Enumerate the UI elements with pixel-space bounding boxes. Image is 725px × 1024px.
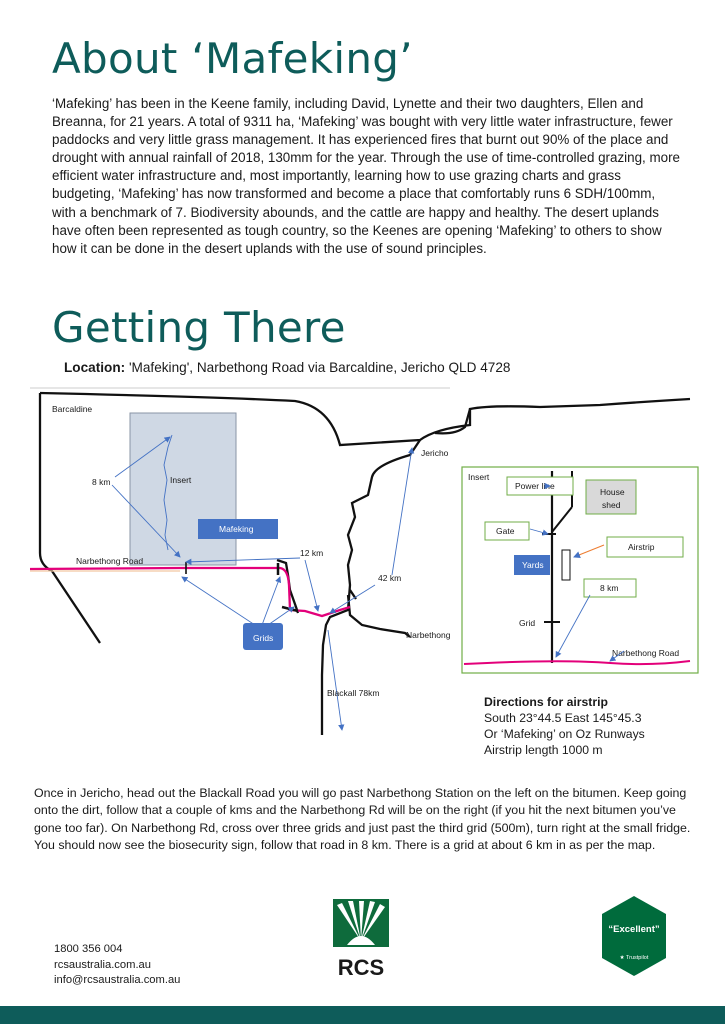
gate-label: Gate [496,526,515,536]
contact-phone[interactable]: 1800 356 004 [54,943,123,955]
narbethong-road-label: Narbethong Road [76,556,144,566]
trustpilot-excellent: “Excellent” [608,924,660,935]
yards-label: Yards [522,560,544,570]
grid-label: Grid [519,618,536,628]
driving-directions: Once in Jericho, head out the Blackall Road you will go past Narbethong Station on the left on the bitumen. Keep going onto the dirt, follow that a couple of kms and the Narbethong Rd will be on the right (if you hit the next bitumen you’ve gone too far). On Narbethong Rd, cross over three grids and just past the third grid (500m), turn right at the small fridge. You should now see the biosecurity sign, follow that road in 8 km. There is a grid at about 6 km in as per the map. [34,786,691,852]
mafeking-label: Mafeking [219,524,254,534]
inset-insert-label: Insert [468,472,490,482]
blackall-label: Blackall 78km [327,688,380,698]
twelve-km-label: 12 km [300,548,324,558]
map-figure [0,385,725,745]
contact-block [54,942,180,989]
location-label: Location: [64,360,126,375]
inset-eight-km-label: 8 km [600,583,619,593]
airstrip-oz-runways: Or ‘Mafeking’ on Oz Runways [484,727,645,741]
getting-there-title: Getting There [52,303,346,352]
narbethong-label: Narbethong [406,630,451,640]
airstrip-label: Airstrip [628,542,655,552]
barcaldine-label: Barcaldine [52,404,93,414]
insert-area [130,413,236,565]
rcs-logo-text: RCS [337,955,385,979]
airstrip-length: Airstrip length 1000 m [484,743,603,757]
airstrip-title: Directions for airstrip [484,695,608,709]
footer-bar [0,1006,725,1024]
trustpilot-brand: ★ Trustpilot [619,955,649,961]
trustpilot-badge [598,894,670,978]
airstrip-directions [484,694,645,758]
forty-two-km-label: 42 km [378,573,402,583]
power-line-label: Power line [515,481,555,491]
location-line [64,360,510,375]
house-shed-label: House shed [600,487,625,510]
insert-label: Insert [170,475,192,485]
location-value: 'Mafeking', Narbethong Road via Barcaldine, Jericho QLD 4728 [125,360,511,375]
contact-email[interactable]: info@rcsaustralia.com.au [54,974,181,986]
inset-map [462,467,698,673]
grids-label: Grids [253,633,274,643]
eight-km-label: 8 km [92,477,111,487]
airstrip-coordinates: South 23°44.5 East 145°45.3 [484,711,642,725]
contact-website[interactable]: rcsaustralia.com.au [54,958,151,971]
about-paragraph: ‘Mafeking’ has been in the Keene family, including David, Lynette and their two daughters, Ellen and Breanna, for 21 years. A total of 9311 ha, ‘Mafeking’ was bought with very little water infrastructure, fewer paddocks and very little grass management. It has experienced fires that burnt out 90% of the place and drought with annual rainfall of 2018, 130mm for the year. Through the use of time-controlled grazing, more efficient water infrastructure and, most importantly, learning how to use grazing charts and grass budgeting, ‘Mafeking’ has now transformed and become a place that comfortably runs 6 SDH/100mm, with a benchmark of 7. Biodiversity abounds, and the cattle are happy and healthy. The desert uplands have often been represented as tough country, so the Keenes are opening ‘Mafeking’ to others to show how it can be done in the desert uplands with the use of sound principles. [52,96,680,256]
jericho-label: Jericho [421,448,449,458]
inset-narbethong-road-label: Narbethong Road [612,648,680,658]
about-title: About ‘Mafeking’ [52,34,413,83]
rcs-logo [333,899,389,979]
